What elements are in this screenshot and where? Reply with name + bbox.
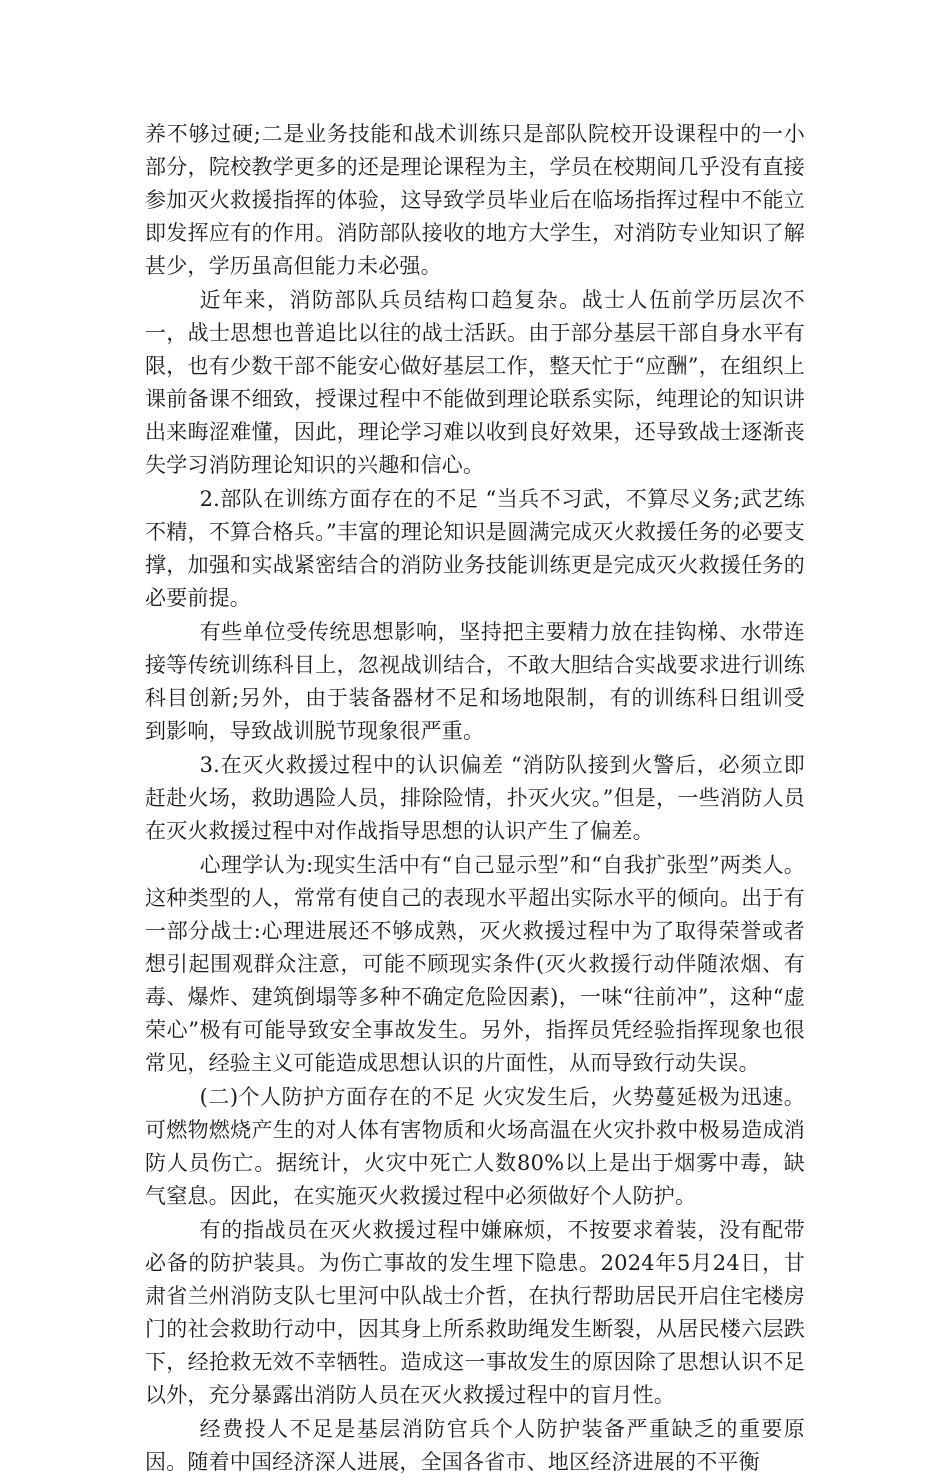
paragraph-3: 2.部队在训练方面存在的不足 “当兵不习武，不算尽义务;武艺练不精，不算合格兵。”丰富的理论知识是圆满完成灭火救援任务的必要支撑，加强和实战紧密结合的消防业务技能训练更是完成灭火救援任务的必要前提。 bbox=[145, 487, 805, 610]
paragraph-8: 有的指战员在灭火救援过程中嫌麻烦，不按要求着装，没有配带必备的防护装具。为伤亡事故的发生埋下隐患。2024年5月24日，甘肃省兰州消防支队七里河中队战士介哲，在执行帮助居民开启住宅楼房门的社会救助行动中，因其身上所系救助绳发生断裂，从居民楼六层跌下，经抢救无效不幸牺牲。造成这一事故发生的原因除了思想认识不足以外，充分暴露出消防人员在灭火救援过程中的盲月性。 bbox=[145, 1218, 805, 1407]
paragraph-4: 有些单位受传统思想影响，坚持把主要精力放在挂钩梯、水带连接等传统训练科目上，忽视战训结合，不敢大胆结合实战要求进行训练科目创新;另外，由于装备器材不足和场地限制，有的训练科日组训受到影响，导致战训脱节现象很严重。 bbox=[145, 620, 805, 743]
paragraph-7: (二)个人防护方面存在的不足 火灾发生后，火势蔓延极为迅速。可燃物燃烧产生的对人体有害物质和火场高温在火灾扑救中极易造成消防人员伤亡。据统计，火灾中死亡人数80%以上是出于烟雾中毒，缺气窒息。因此，在实施灭火救援过程中必须做好个人防护。 bbox=[145, 1085, 805, 1208]
paragraph-5: 3.在灭火救援过程中的认识偏差 “消防队接到火警后，必须立即赶赴火场，救助遇险人员，排除险情，扑灭火灾。”但是，一些消防人员在灭火救援过程中对作战指导思想的认识产生了偏差。 bbox=[145, 753, 805, 843]
paragraph-6: 心理学认为:现实生活中有“自己显示型”和“自我扩张型”两类人。这种类型的人，常常有使自己的表现水平超出实际水平的倾向。出于有一部分战士:心理进展还不够成熟，灭火救援过程中为了取得荣誉或者想引起围观群众注意，可能不顾现实条件(灭火救援行动伴随浓烟、有毒、爆炸、建筑倒塌等多种不确定危险因素)，一味“往前冲”，这种“虚荣心”极有可能导致安全事故发生。另外，指挥员凭经验指挥现象也很常见，经验主义可能造成思想认识的片面性，从而导致行动失误。 bbox=[145, 853, 805, 1075]
paragraph-9: 经费投人不足是基层消防官兵个人防护装备严重缺乏的重要原因。随着中国经济深人进展，全国各省市、地区经济进展的不平衡 bbox=[145, 1417, 805, 1474]
paragraph-2: 近年来，消防部队兵员结构口趋复杂。战士人伍前学历层次不一，战士思想也普追比以往的战士活跃。由于部分基层干部自身水平有限，也有少数干部不能安心做好基层工作，整天忙于“应酬”，在组织上课前备课不细致，授课过程中不能做到理论联系实际，纯理论的知识讲出来晦涩难懂，因此，理论学习难以收到良好效果，还导致战士逐渐丧失学习消防理论知识的兴趣和信心。 bbox=[145, 288, 805, 477]
document-body bbox=[145, 118, 805, 1480]
paragraph-1: 养不够过硬;二是业务技能和战术训练只是部队院校开设课程中的一小部分，院校教学更多的还是理论课程为主，学员在校期间几乎没有直接参加灭火救援指挥的体验，这导致学员毕业后在临场指挥过程中不能立即发挥应有的作用。消防部队接收的地方大学生，对消防专业知识了解甚少，学历虽高但能力未必强。 bbox=[145, 122, 805, 278]
